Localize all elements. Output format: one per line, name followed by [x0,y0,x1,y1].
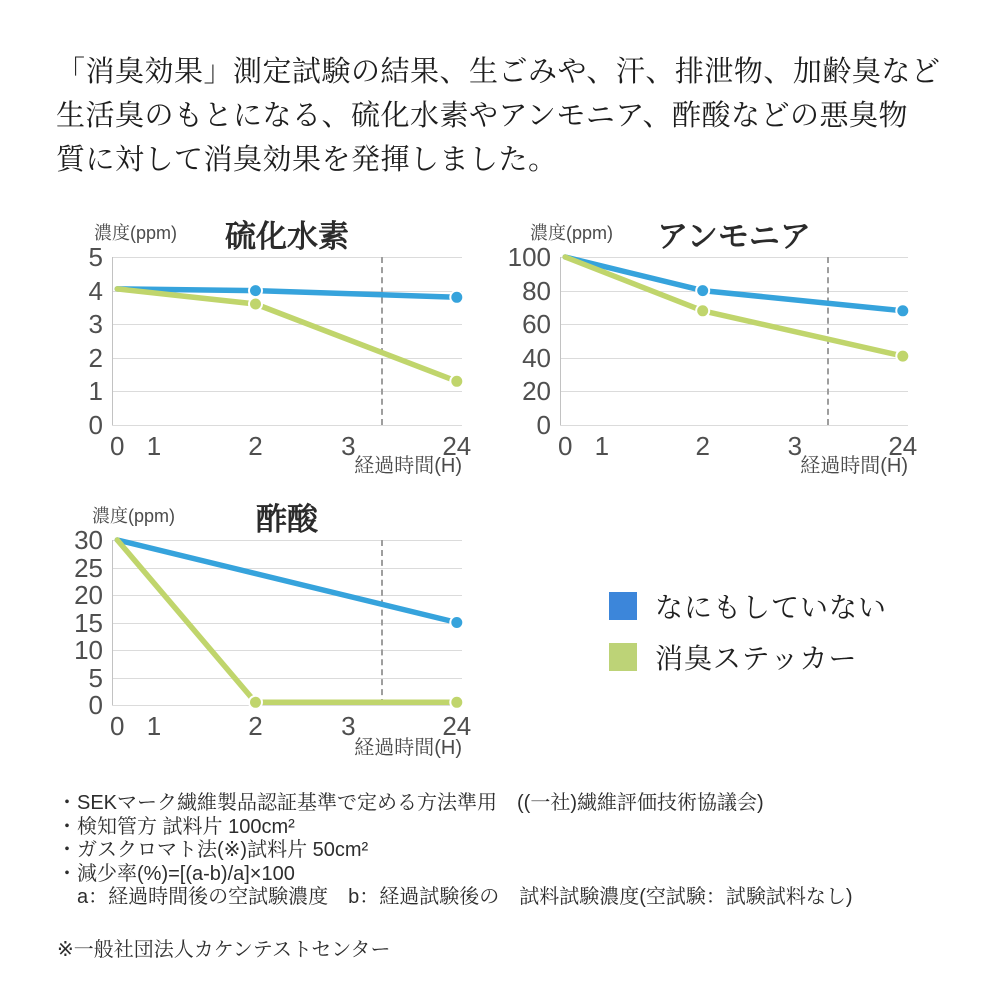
data-point-marker [249,696,262,709]
y-tick-label: 20 [522,376,551,407]
legend-item-deodorant-sticker [609,643,887,674]
intro-line-3: 質に対して消臭効果を発揮しました。 [56,144,558,176]
x-tick-label: 3 [787,431,803,461]
gridline [112,705,462,706]
x-tick-label: 3 [341,711,356,741]
plot-area-hydrogen-sulfide [88,242,472,461]
chart-canvas [112,257,462,425]
footnotes [57,792,967,910]
y-tick-label: 3 [88,309,103,340]
legend-swatch-deodorant-sticker [609,643,637,671]
x-tick-label: 24 [888,431,918,461]
plot-area-ammonia [507,242,918,461]
y-tick-label: 1 [88,376,103,407]
y-tick-label: 15 [74,607,103,638]
footnote-line-1: ・SEKマーク繊維製品認証基準で定める方法準用 ((一社)繊維評価技術協議会) [57,792,764,814]
y-tick-label: 60 [522,309,551,340]
y-axis-unit-label-ammonia: 濃度(ppm) [530,223,614,243]
chart-canvas [560,257,908,425]
footnote-line-5: a：経過時間後の空試験濃度 b：経過試験後の 試料試験濃度(空試験：試験試料なし) [57,886,853,908]
intro-paragraph [56,50,956,182]
x-tick-label: 2 [248,711,263,741]
data-point-marker [450,616,463,629]
x-axis-label-acetic-acid: 経過時間(H) [354,737,462,759]
testing-agency-note: ※一般社団法人カケンテストセンター [57,939,391,961]
y-tick-label: 40 [522,342,551,373]
y-axis-unit-label-acetic-acid: 濃度(ppm) [92,506,176,526]
intro-line-2: 生活臭のもとになる、硫化水素やアンモニア、酢酸などの悪臭物 [56,100,909,132]
data-point-marker [450,291,463,304]
legend-swatch-untreated [609,592,637,620]
x-tick-label: 1 [146,431,162,461]
y-tick-label: 100 [507,242,551,272]
plot-area-acetic-acid [74,525,472,741]
y-axis-unit-label-hydrogen-sulfide: 濃度(ppm) [94,223,178,243]
x-tick-label: 0 [557,431,573,461]
y-tick-label: 4 [88,275,103,306]
footnote-line-2: ・検知管方 試料片 100cm² [57,815,295,838]
x-tick-label: 2 [695,431,710,461]
y-tick-label: 5 [88,242,103,272]
y-tick-label: 2 [88,342,103,373]
chart-title-ammonia: アンモニア [657,219,811,254]
y-tick-label: 10 [74,635,103,665]
gridline [560,425,908,426]
legend-label-deodorant-sticker: 消臭ステッカー [655,643,858,674]
x-tick-label: 24 [442,711,472,741]
data-point-marker [896,304,909,317]
x-axis-label-hydrogen-sulfide: 経過時間(H) [354,455,462,477]
footnote-line-3: ・ガスクロマト法(※)試料片 50cm² [57,839,369,861]
y-tick-label: 0 [88,410,103,440]
data-point-marker [450,696,463,709]
y-tick-label: 5 [88,662,103,693]
gridline [112,425,462,426]
footnote-line-4: ・減少率(%)=[(a-b)/a]×100 [57,862,295,885]
y-tick-label: 25 [74,552,103,583]
x-tick-label: 1 [146,711,162,741]
x-tick-label: 0 [109,431,125,461]
intro-line-1: 「消臭効果」測定試験の結果、生ごみや、汗、排泄物、加齢臭など [56,56,941,88]
legend-label-untreated: なにもしていない [655,592,888,623]
y-tick-label: 80 [522,275,551,306]
y-tick-label: 0 [536,410,551,440]
legend-item-untreated [609,592,888,623]
y-tick-label: 20 [74,580,103,610]
data-point-marker [450,375,463,388]
x-tick-label: 2 [248,431,263,461]
y-tick-label: 30 [74,525,103,555]
y-tick-label: 0 [88,690,103,720]
data-point-marker [696,304,709,317]
data-point-marker [696,284,709,297]
x-axis-label-ammonia: 経過時間(H) [800,455,908,477]
chart-title-hydrogen-sulfide: 硫化水素 [225,219,349,254]
x-tick-label: 0 [109,711,125,741]
data-point-marker [896,350,909,363]
chart-canvas [112,540,462,705]
x-tick-label: 1 [594,431,610,461]
chart-title-acetic-acid: 酢酸 [256,502,318,537]
legend [609,592,887,694]
x-tick-label: 24 [442,431,472,461]
x-tick-label: 3 [341,431,356,461]
data-point-marker [249,284,262,297]
data-point-marker [249,298,262,311]
